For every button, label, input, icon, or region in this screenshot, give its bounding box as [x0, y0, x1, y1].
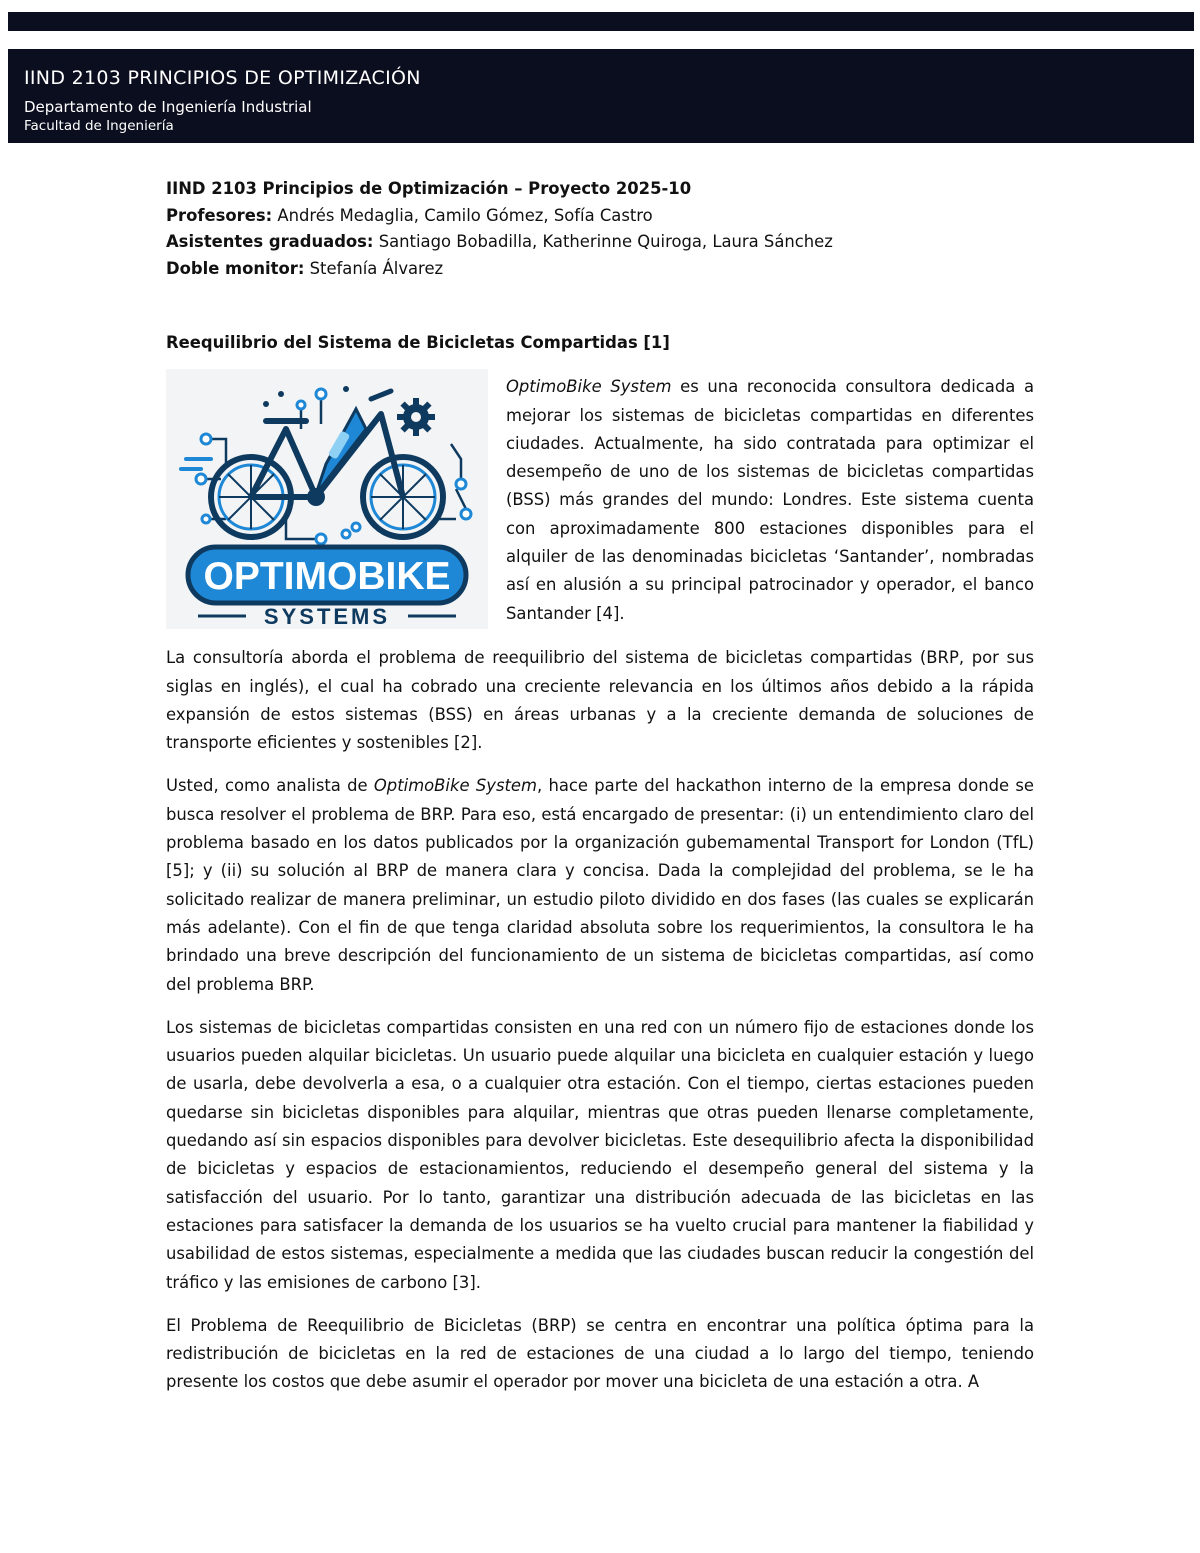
professors-names: Andrés Medaglia, Camilo Gómez, Sofía Castro	[277, 205, 653, 225]
banner-department: Departamento de Ingeniería Industrial	[24, 98, 312, 116]
logo-text-sub: SYSTEMS	[263, 604, 391, 630]
header-banner	[8, 49, 1194, 143]
paragraph-bss-description: Los sistemas de bicicletas compartidas consisten en una red con un número fijo de estaciones donde los usuarios pueden alquilar bicicletas. Un usuario puede alquilar una bicicleta en cualquier estación y luego de usarla, debe devolverla a esa, o a cualquier otra estación. Con el tiempo, ciertas estaciones pueden quedarse sin bicicletas disponibles para alquilar, mientras que otras pueden llenarse completamente, quedando así sin espacios disponibles para devolver bicicletas. Este desequilibrio afecta la disponibilidad de bicicletas y espacios de estacionamientos, reduciendo el desempeño general del sistema y la satisfacción del usuario. Por lo tanto, garantizar una distribución adecuada de las bicicletas en las estaciones para satisfacer la demanda de los usuarios se ha vuelto crucial para mantener la fiabilidad y usabilidad de estos sistemas, especialmente a medida que las ciudades buscan reducir la congestión del tráfico y las emisiones de carbono [3].	[166, 1017, 1034, 1292]
bike-logo-icon	[166, 369, 488, 629]
monitor-label: Doble monitor:	[166, 258, 305, 278]
paragraph-analyst	[166, 772, 1034, 998]
intro-paragraph	[506, 373, 1034, 628]
assistants-line	[166, 229, 1034, 256]
paragraph-brp-definition: El Problema de Reequilibrio de Bicicletas (BRP) se centra en encontrar una política óptima para la redistribución de bicicletas en la red de estaciones de una ciudad a lo largo del tiempo, teniendo presente los costos que debe asumir el operador por mover una bicicleta de una estación a otra. A	[166, 1315, 1034, 1392]
intro-paragraph-text: es una reconocida consultora dedicada a mejorar los sistemas de bicicletas compartidas en diferentes ciudades. Actualmente, ha sido contratada para optimizar el desempeño de uno de los sistemas de bicicletas compartidas (BSS) más grandes del mundo: Londres. Este sistema cuenta con aproximadamente 800 estaciones disponibles para el alquiler de las denominadas bicicletas ‘Santander’, nombradas así en alusión a su principal patrocinador y operador, el banco Santander [4].	[506, 377, 1034, 623]
paragraph-analyst-start: Usted, como analista de	[166, 776, 374, 796]
professors-label: Profesores:	[166, 205, 273, 225]
paragraph-analyst-rest: , hace parte del hackathon interno de la empresa donde se busca resolver el problema de BRP. Para eso, está encargado de presentar: (i) un entendimiento claro del problema basado en los datos publicados por la organización gubemamental Transport for London (TfL) [5]; y (ii) su solución al BRP de manera clara y concisa. Dada la complejidad del problema, se le ha solicitado realizar de manera preliminar, un estudio piloto dividido en dos fases (las cuales se explicarán más adelante). Con el fin de que tenga claridad absoluta sobre los requerimientos, la consultora le ha brindado una breve descripción del funcionamiento de un sistema de bicicletas compartidas, así como del problema BRP.	[166, 776, 1034, 994]
company-name-2: OptimoBike System	[373, 776, 537, 796]
course-project-title: IIND 2103 Principios de Optimización – Proyecto 2025-10	[166, 179, 692, 198]
banner-faculty: Facultad de Ingeniería	[24, 118, 174, 134]
optimobike-logo	[166, 369, 488, 629]
section-title: Reequilibrio del Sistema de Bicicletas Compartidas [1]	[166, 333, 670, 352]
intro-block	[166, 369, 1034, 632]
document-body	[166, 176, 1034, 1412]
assistants-label: Asistentes graduados:	[166, 232, 374, 251]
company-name: OptimoBike System	[506, 377, 672, 397]
monitor-line	[166, 256, 1034, 283]
paragraph-consultancy: La consultoría aborda el problema de reequilibrio del sistema de bicicletas compartidas (BRP, por sus siglas en inglés), el cual ha cobrado una creciente relevancia en los últimos años debido a la rápida expansión de estos sistemas (BSS) en áreas urbanas y a la creciente demanda de soluciones de transporte eficientes y sostenibles [2].	[166, 648, 1034, 753]
monitor-name: Stefanía Álvarez	[309, 258, 444, 278]
professors-line	[166, 203, 1034, 230]
logo-text-main: OPTIMOBIKE	[203, 555, 451, 599]
top-rule	[8, 12, 1194, 31]
assistants-names: Santiago Bobadilla, Katherinne Quiroga, Laura Sánchez	[378, 232, 833, 251]
banner-title: IIND 2103 PRINCIPIOS DE OPTIMIZACIÓN	[24, 67, 421, 89]
course-project-line	[166, 176, 1034, 203]
